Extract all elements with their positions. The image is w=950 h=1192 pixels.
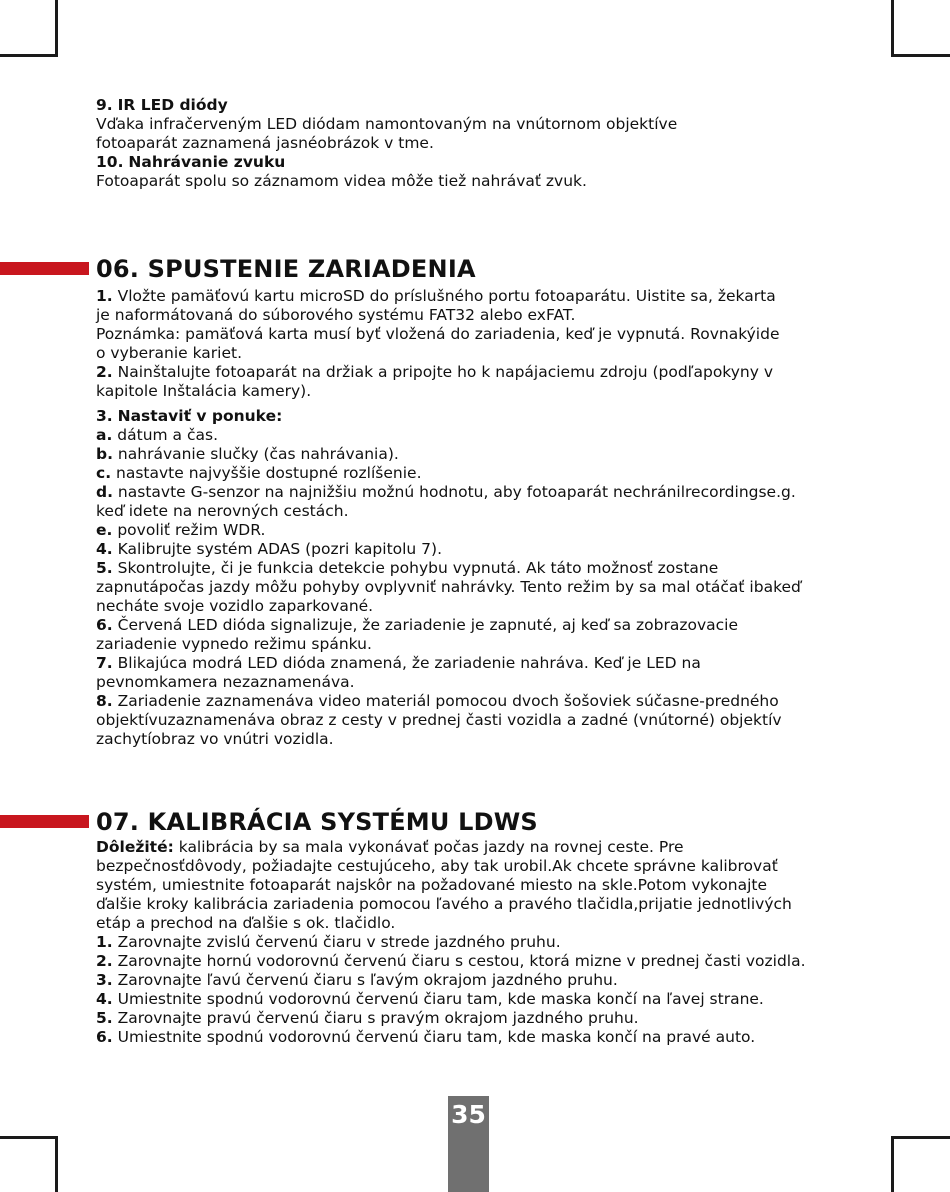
text-line xyxy=(96,616,856,635)
line-text: fotoaparát zaznamená jasnéobrázok v tme. xyxy=(96,134,434,152)
text-line xyxy=(96,521,856,540)
text-line xyxy=(96,730,856,749)
item-number: 1. xyxy=(96,287,113,305)
text-line xyxy=(96,445,856,464)
line-text: Poznámka: pamäťová karta musí byť vložená do zariadenia, keď je vypnutá. Rovnakýide xyxy=(96,325,780,343)
crop-mark-bottom-left-horizontal xyxy=(0,1136,58,1139)
crop-mark-bottom-left-vertical xyxy=(55,1136,58,1192)
text-line xyxy=(96,153,856,172)
line-text: IR LED diódy xyxy=(117,96,228,114)
page-number: 35 xyxy=(451,1100,486,1129)
text-line xyxy=(96,895,856,914)
line-text: objektívuzaznamenáva obraz z cesty v prednej časti vozidla a zadné (vnútorné) objektív xyxy=(96,711,782,729)
line-text: zariadenie vypnedo režimu spánku. xyxy=(96,635,372,653)
line-text: zapnutápočas jazdy môžu pohyby ovplyvniť nahrávky. Tento režim by sa mal otáčať ibakeď xyxy=(96,578,801,596)
item-number: 2. xyxy=(96,363,113,381)
line-text: Nahrávanie zvuku xyxy=(128,153,286,171)
section-06-red-bar xyxy=(0,262,89,275)
line-text: Fotoaparát spolu so záznamom videa môže tiež nahrávať zvuk. xyxy=(96,172,587,190)
line-text: etáp a prechod na ďalšie s ok. tlačidlo. xyxy=(96,914,396,932)
text-line xyxy=(96,838,856,857)
item-number: 1. xyxy=(96,933,113,951)
line-text: ďalšie kroky kalibrácia zariadenia pomocou ľavého a pravého tlačidla,prijatie jednotlivých xyxy=(96,895,792,913)
item-number: 5. xyxy=(96,559,113,577)
line-text: Umiestnite spodnú vodorovnú červenú čiaru tam, kde maska končí na pravé auto. xyxy=(117,1028,756,1046)
line-text: povoliť režim WDR. xyxy=(117,521,266,539)
line-text: keď idete na nerovných cestách. xyxy=(96,502,349,520)
text-line xyxy=(96,711,856,730)
text-line xyxy=(96,952,856,971)
item-number: 5. xyxy=(96,1009,113,1027)
text-line xyxy=(96,325,856,344)
line-text: Umiestnite spodnú vodorovnú červenú čiaru tam, kde maska končí na ľavej strane. xyxy=(117,990,764,1008)
text-line xyxy=(96,96,856,115)
text-line xyxy=(96,1028,856,1047)
item-number: 8. xyxy=(96,692,113,710)
text-line xyxy=(96,578,856,597)
text-line xyxy=(96,692,856,711)
text-line xyxy=(96,483,856,502)
text-line xyxy=(96,344,856,363)
text-line xyxy=(96,464,856,483)
text-line xyxy=(96,559,856,578)
line-text: nahrávanie slučky (čas nahrávania). xyxy=(117,445,399,463)
text-line xyxy=(96,914,856,933)
line-text: Zarovnajte ľavú červenú čiaru s ľavým okrajom jazdného pruhu. xyxy=(117,971,618,989)
line-text: dátum a čas. xyxy=(117,426,219,444)
item-number: Dôležité: xyxy=(96,838,174,856)
text-line xyxy=(96,382,856,401)
line-text: pevnomkamera nezaznamenáva. xyxy=(96,673,355,691)
line-text: kapitole Inštalácia kamery). xyxy=(96,382,312,400)
line-text: Zarovnajte pravú červenú čiaru s pravým okrajom jazdného pruhu. xyxy=(117,1009,639,1027)
line-text: necháte svoje vozidlo zaparkované. xyxy=(96,597,374,615)
crop-mark-top-right-horizontal xyxy=(891,54,950,57)
section-06-body xyxy=(96,287,856,749)
line-text: nastavte najvyššie dostupné rozlíšenie. xyxy=(116,464,422,482)
text-line xyxy=(96,134,856,153)
text-line xyxy=(96,990,856,1009)
text-line xyxy=(96,363,856,382)
section-07-title: 07. KALIBRÁCIA SYSTÉMU LDWS xyxy=(96,808,538,836)
text-line xyxy=(96,635,856,654)
item-number: 2. xyxy=(96,952,113,970)
line-text: nastavte G-senzor na najnižšiu možnú hodnotu, aby fotoaparát nechránilrecordingse.g. xyxy=(117,483,796,501)
crop-mark-top-right-vertical xyxy=(891,0,894,57)
text-line xyxy=(96,306,856,325)
item-number: 6. xyxy=(96,616,113,634)
page-number-box xyxy=(448,1096,489,1192)
item-number: a. xyxy=(96,426,113,444)
text-line xyxy=(96,540,856,559)
line-text: Zarovnajte zvislú červenú čiaru v strede jazdného pruhu. xyxy=(117,933,561,951)
item-number: 10. xyxy=(96,153,124,171)
item-number: b. xyxy=(96,445,113,463)
line-text: Nainštalujte fotoaparát na držiak a pripojte ho k napájaciemu zdroju (podľapokyny v xyxy=(117,363,773,381)
intro-block xyxy=(96,96,856,191)
line-text: systém, umiestnite fotoaparát najskôr na požadované miesto na skle.Potom vykonajte xyxy=(96,876,768,894)
section-07-body xyxy=(96,838,856,1047)
item-number: 4. xyxy=(96,990,113,1008)
item-number: 7. xyxy=(96,654,113,672)
line-text: Zariadenie zaznamenáva video materiál pomocou dvoch šošoviek súčasne-predného xyxy=(117,692,779,710)
crop-mark-top-left-horizontal xyxy=(0,54,58,57)
line-text: kalibrácia by sa mala vykonávať počas jazdy na rovnej ceste. Pre xyxy=(178,838,684,856)
line-text: zachytíobraz vo vnútri vozidla. xyxy=(96,730,334,748)
item-number: 9. xyxy=(96,96,113,114)
text-line xyxy=(96,933,856,952)
item-number: c. xyxy=(96,464,112,482)
section-07-red-bar xyxy=(0,815,89,828)
text-line xyxy=(96,407,856,426)
item-number: 6. xyxy=(96,1028,113,1046)
crop-mark-bottom-right-vertical xyxy=(891,1136,894,1192)
text-line xyxy=(96,673,856,692)
crop-mark-top-left-vertical xyxy=(55,0,58,57)
text-line xyxy=(96,857,856,876)
text-line xyxy=(96,597,856,616)
line-text: o vyberanie kariet. xyxy=(96,344,243,362)
line-text: Nastaviť v ponuke: xyxy=(117,407,283,425)
line-text: je naformátovaná do súborového systému FAT32 alebo exFAT. xyxy=(96,306,576,324)
item-number: e. xyxy=(96,521,113,539)
text-line xyxy=(96,115,856,134)
line-text: Vďaka infračerveným LED diódam namontovaným na vnútornom objektíve xyxy=(96,115,678,133)
text-line xyxy=(96,1009,856,1028)
line-text: Červená LED dióda signalizuje, že zariadenie je zapnuté, aj keď sa zobrazovacie xyxy=(117,616,738,634)
line-text: bezpečnosťdôvody, požiadajte cestujúceho, aby tak urobil.Ak chcete správne kalibrovať xyxy=(96,857,778,875)
text-line xyxy=(96,876,856,895)
line-text: Zarovnajte hornú vodorovnú červenú čiaru s cestou, ktorá mizne v prednej časti vozidla. xyxy=(117,952,806,970)
item-number: 4. xyxy=(96,540,113,558)
line-text: Blikajúca modrá LED dióda znamená, že zariadenie nahráva. Keď je LED na xyxy=(117,654,701,672)
crop-mark-bottom-right-horizontal xyxy=(891,1136,950,1139)
text-line xyxy=(96,172,856,191)
item-number: 3. xyxy=(96,407,113,425)
item-number: 3. xyxy=(96,971,113,989)
text-line xyxy=(96,654,856,673)
line-text: Skontrolujte, či je funkcia detekcie pohybu vypnutá. Ak táto možnosť zostane xyxy=(117,559,719,577)
text-line xyxy=(96,971,856,990)
section-06-title: 06. SPUSTENIE ZARIADENIA xyxy=(96,255,476,283)
text-line xyxy=(96,426,856,445)
text-line xyxy=(96,502,856,521)
text-line xyxy=(96,287,856,306)
line-text: Kalibrujte systém ADAS (pozri kapitolu 7). xyxy=(117,540,443,558)
line-text: Vložte pamäťovú kartu microSD do príslušného portu fotoaparátu. Uistite sa, žekarta xyxy=(117,287,776,305)
item-number: d. xyxy=(96,483,113,501)
